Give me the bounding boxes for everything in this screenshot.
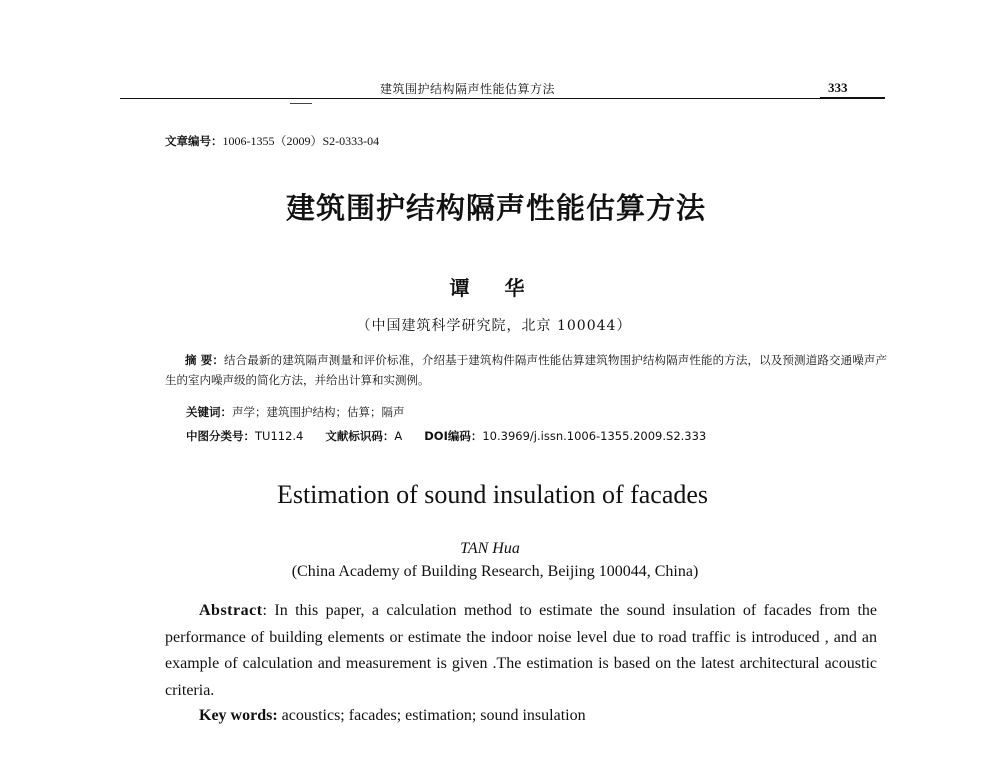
- english-abstract: [165, 598, 877, 704]
- header-rule: [120, 98, 885, 99]
- english-abstract-text: : In this paper, a calculation method to estimate the sound insulation of facades from the performance of building elements or estimate the indoor noise level due to road traffic is introduced , and an example of calculation and measurement is given .The estimation is based on the latest architectural acoustic criteria.: [165, 602, 877, 699]
- chinese-abstract-text: 结合最新的建筑隔声测量和评价标准，介绍基于建筑构件隔声性能估算建筑物围护结构隔声性能的方法，以及预测道路交通噪声产生的室内噪声级的简化方法，并给出计算和实测例。: [165, 353, 887, 387]
- chinese-abstract: [165, 350, 887, 390]
- page-number: 333: [828, 80, 848, 95]
- english-author: TAN Hua: [460, 540, 520, 557]
- chinese-keywords-text: 声学；建筑围护结构；估算；隔声: [232, 405, 405, 419]
- chinese-keywords-label: 关键词：: [186, 405, 232, 419]
- header-rule-tick: [290, 103, 312, 104]
- doi-label: DOI编码：: [424, 429, 483, 443]
- doc-code-value: A: [394, 429, 403, 443]
- english-keywords-label: Key words:: [199, 707, 278, 724]
- english-abstract-label: Abstract: [199, 602, 263, 619]
- english-title: Estimation of sound insulation of facades: [276, 480, 709, 509]
- chinese-abstract-label: 摘 要：: [185, 353, 225, 367]
- chinese-author: 谭 华: [449, 276, 539, 300]
- chinese-title: 建筑围护结构隔声性能估算方法: [285, 191, 706, 225]
- chinese-keywords: [186, 404, 405, 420]
- english-keywords: [199, 707, 586, 725]
- running-title: 建筑围护结构隔声性能估算方法: [380, 82, 556, 96]
- classification-line: [186, 428, 706, 444]
- chinese-affiliation: （中国建筑科学研究院，北京 100044）: [356, 318, 632, 334]
- article-number-value: 1006-1355（2009）S2-0333-04: [222, 134, 380, 148]
- header-rule-thick: [820, 97, 885, 99]
- article-number-label: 文章编号：: [165, 134, 223, 148]
- article-number: [165, 132, 379, 149]
- doi-value: 10.3969/j.issn.1006-1355.2009.S2.333: [482, 429, 707, 443]
- clc-label: 中图分类号：: [186, 429, 255, 443]
- clc-value: TU112.4: [255, 429, 304, 443]
- doc-code-label: 文献标识码：: [325, 429, 395, 443]
- english-affiliation: (China Academy of Building Research, Beijing 100044, China): [291, 563, 699, 580]
- english-keywords-text: acoustics; facades; estimation; sound insulation: [277, 707, 586, 724]
